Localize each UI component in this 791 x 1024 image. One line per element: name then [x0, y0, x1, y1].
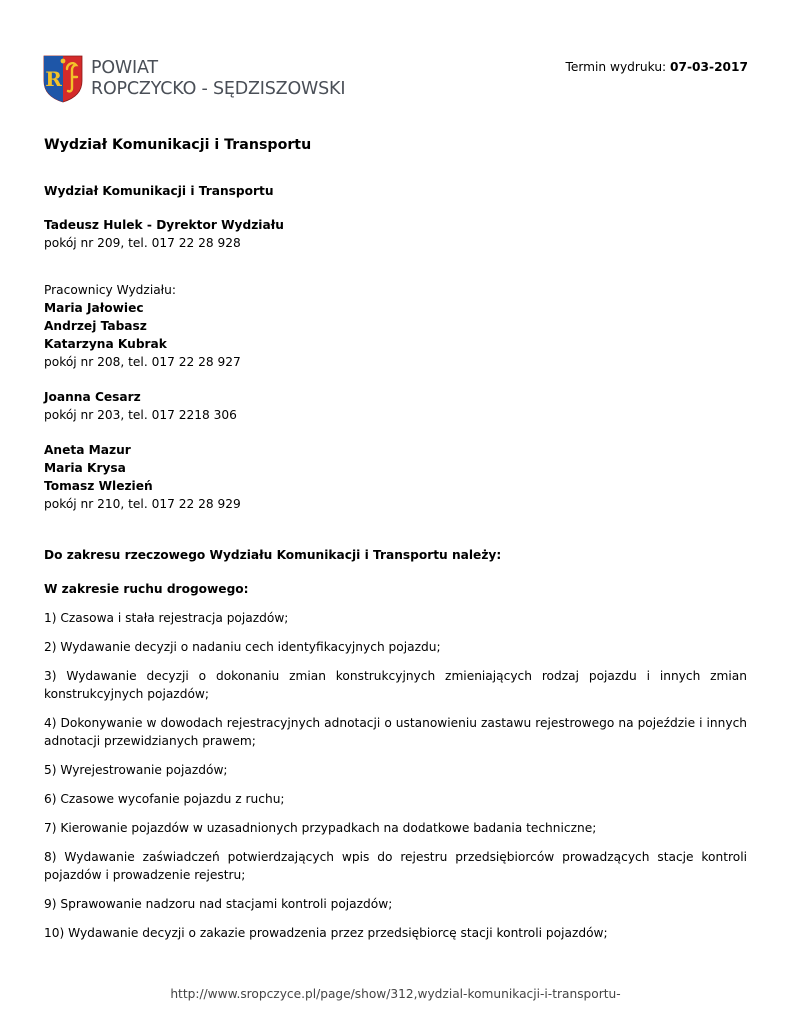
print-date-label: Termin wydruku:: [565, 60, 667, 74]
page-title: Wydział Komunikacji i Transportu: [44, 137, 312, 153]
traffic-heading: W zakresie ruchu drogowego:: [44, 582, 249, 596]
page-header: [43, 55, 748, 105]
staff-contact: pokój nr 210, tel. 017 22 28 929: [44, 497, 241, 511]
coat-of-arms-icon: [43, 55, 83, 103]
task-item: 4) Dokonywanie w dowodach rejestracyjnych adnotacji o ustanowieniu zastawu rejestrowego na pojeździe i innych adnotacji przewidzianych prawem;: [44, 716, 747, 748]
print-date-value: 07-03-2017: [670, 60, 748, 74]
staff-groups: [44, 299, 747, 513]
staff-group: [44, 441, 747, 513]
task-item: 7) Kierowanie pojazdów w uzasadnionych przypadkach na dodatkowe badania techniczne;: [44, 821, 597, 835]
department-name: Wydział Komunikacji i Transportu: [44, 184, 274, 198]
staff-member-name: Maria Krysa: [44, 461, 126, 475]
staff-group: [44, 388, 747, 424]
task-item: 1) Czasowa i stała rejestracja pojazdów;: [44, 611, 289, 625]
staff-contact: pokój nr 203, tel. 017 2218 306: [44, 408, 237, 422]
task-item: 9) Sprawowanie nadzoru nad stacjami kontroli pojazdów;: [44, 897, 393, 911]
svg-text:R: R: [45, 67, 62, 91]
document-body: [44, 135, 747, 953]
task-item: 2) Wydawanie decyzji o nadaniu cech identyfikacyjnych pojazdu;: [44, 640, 441, 654]
logo-line-2: ROPCZYCKO - SĘDZISZOWSKI: [91, 79, 346, 99]
staff-member-name: Tomasz Wlezień: [44, 479, 153, 493]
powiat-logo: [43, 55, 345, 103]
task-list: [44, 609, 747, 942]
footer-url: http://www.sropczyce.pl/page/show/312,wydzial-komunikacji-i-transportu-: [170, 987, 621, 1001]
director-contact: pokój nr 209, tel. 017 22 28 928: [44, 236, 241, 250]
scope-heading: Do zakresu rzeczowego Wydziału Komunikacji i Transportu należy:: [44, 548, 502, 562]
staff-label: Pracownicy Wydziału:: [44, 283, 176, 297]
task-item: 6) Czasowe wycofanie pojazdu z ruchu;: [44, 792, 285, 806]
task-item: 10) Wydawanie decyzji o zakazie prowadzenia przez przedsiębiorcę stacji kontroli pojazdów;: [44, 926, 608, 940]
task-item: 3) Wydawanie decyzji o dokonaniu zmian konstrukcyjnych zmieniających rodzaj pojazdu i innych zmian konstrukcyjnych pojazdów;: [44, 669, 747, 701]
logo-line-1: POWIAT: [91, 58, 158, 78]
staff-member-name: Katarzyna Kubrak: [44, 337, 167, 351]
task-item: 5) Wyrejestrowanie pojazdów;: [44, 763, 228, 777]
staff-member-name: Aneta Mazur: [44, 443, 131, 457]
print-date: [565, 58, 748, 76]
task-item: 8) Wydawanie zaświadczeń potwierdzających wpis do rejestru przedsiębiorców prowadzących stacje kontroli pojazdów i prowadzenie rejestru;: [44, 850, 747, 882]
director-name: Tadeusz Hulek - Dyrektor Wydziału: [44, 218, 284, 232]
staff-member-name: Andrzej Tabasz: [44, 319, 147, 333]
staff-member-name: Maria Jałowiec: [44, 301, 144, 315]
staff-contact: pokój nr 208, tel. 017 22 28 927: [44, 355, 241, 369]
staff-group: [44, 299, 747, 371]
staff-member-name: Joanna Cesarz: [44, 390, 141, 404]
